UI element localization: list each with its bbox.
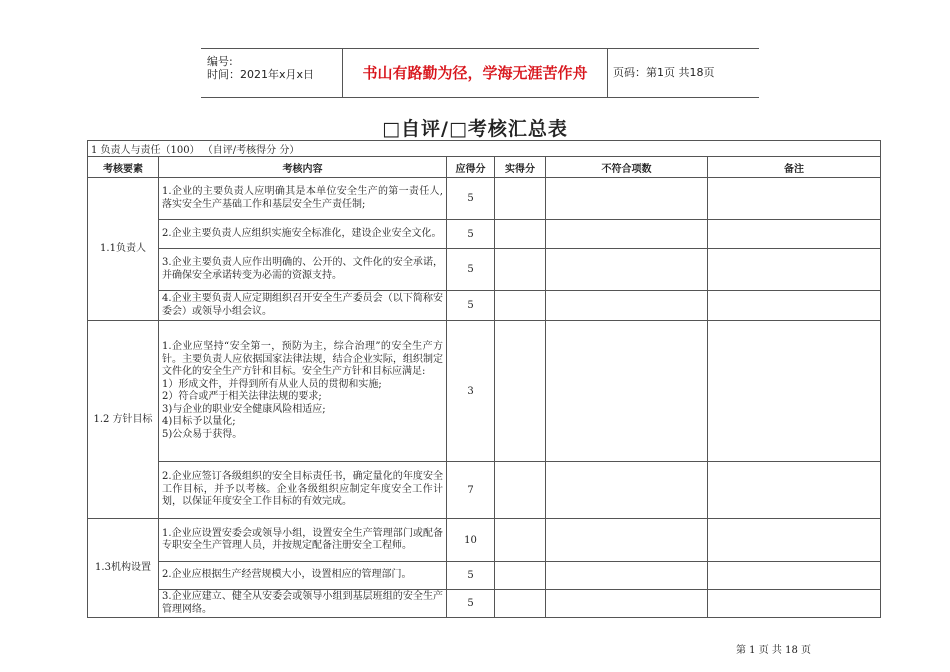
remark-cell[interactable]	[708, 462, 881, 519]
time-label: 时间：2021年x月x日	[207, 68, 315, 81]
table-row	[88, 562, 881, 590]
remark-cell[interactable]	[708, 178, 881, 220]
column-header: 考核内容	[159, 157, 447, 178]
table-row	[88, 178, 881, 220]
content-cell: 4.企业主要负责人应定期组织召开安全生产委员会（以下简称安委会）或领导小组会议。	[159, 291, 447, 321]
document-header	[201, 48, 759, 98]
score-cell: 5	[447, 590, 495, 618]
column-header: 考核要素	[88, 157, 159, 178]
table-row	[88, 462, 881, 519]
section-row	[88, 141, 881, 157]
column-header: 不符合项数	[546, 157, 708, 178]
content-cell: 2.企业应根据生产经营规模大小，设置相应的管理部门。	[159, 562, 447, 590]
actual-score-cell[interactable]	[495, 562, 546, 590]
actual-score-cell[interactable]	[495, 590, 546, 618]
noncompliance-cell[interactable]	[546, 519, 708, 562]
remark-cell[interactable]	[708, 562, 881, 590]
motto-text: 书山有路勤为径，学海无涯苦作舟	[342, 49, 608, 97]
actual-score-cell[interactable]	[495, 220, 546, 249]
score-cell: 10	[447, 519, 495, 562]
noncompliance-cell[interactable]	[546, 249, 708, 291]
content-cell: 2.企业主要负责人应组织实施安全标准化，建设企业安全文化。	[159, 220, 447, 249]
score-cell: 7	[447, 462, 495, 519]
table-row	[88, 220, 881, 249]
noncompliance-cell[interactable]	[546, 291, 708, 321]
content-cell: 1.企业的主要负责人应明确其是本单位安全生产的第一责任人,落实安全生产基础工作和基层安全生产责任制;	[159, 178, 447, 220]
column-header-row	[88, 157, 881, 178]
actual-score-cell[interactable]	[495, 178, 546, 220]
score-cell: 5	[447, 178, 495, 220]
content-cell: 3.企业应建立、健全从安委会或领导小组到基层班组的安全生产管理网络。	[159, 590, 447, 618]
content-cell: 1.企业应坚持“安全第一，预防为主，综合治理”的安全生产方针。主要负责人应依据国家法律法规，结合企业实际，组织制定文件化的安全生产方针和目标。安全生产方针和目标应满足: 1）形成文件，并得到所有从业人员的贯彻和实施; 2）符合或严于相关法律法规的要求; 3)与企业的职业安全健康风险相适应; 4)目标予以量化; 5)公众易于获得。	[159, 321, 447, 462]
content-cell: 2.企业应签订各级组织的安全目标责任书，确定量化的年度安全工作目标，并予以考核。企业各级组织应制定年度安全工作计划，以保证年度安全工作目标的有效完成。	[159, 462, 447, 519]
summary-table	[87, 140, 881, 618]
number-label: 编号:	[207, 55, 233, 68]
remark-cell[interactable]	[708, 321, 881, 462]
noncompliance-cell[interactable]	[546, 220, 708, 249]
page-footer: 第 1 页 共 18 页	[736, 645, 811, 656]
actual-score-cell[interactable]	[495, 249, 546, 291]
actual-score-cell[interactable]	[495, 519, 546, 562]
remark-cell[interactable]	[708, 220, 881, 249]
score-cell: 3	[447, 321, 495, 462]
column-header: 实得分	[495, 157, 546, 178]
remark-cell[interactable]	[708, 590, 881, 618]
element-cell: 1.2 方针目标	[88, 321, 159, 519]
table-row	[88, 590, 881, 618]
element-cell: 1.1负责人	[88, 178, 159, 321]
page-title: □自评/□考核汇总表	[382, 118, 568, 140]
remark-cell[interactable]	[708, 249, 881, 291]
score-cell: 5	[447, 291, 495, 321]
content-cell: 1.企业应设置安委会或领导小组，设置安全生产管理部门或配备专职安全生产管理人员，并按规定配备注册安全工程师。	[159, 519, 447, 562]
column-header: 应得分	[447, 157, 495, 178]
remark-cell[interactable]	[708, 519, 881, 562]
page-label: 页码：第1页 共18页	[613, 66, 715, 79]
actual-score-cell[interactable]	[495, 291, 546, 321]
element-cell: 1.3机构设置	[88, 519, 159, 618]
score-cell: 5	[447, 562, 495, 590]
header-meta-cell	[201, 49, 342, 97]
score-cell: 5	[447, 220, 495, 249]
actual-score-cell[interactable]	[495, 321, 546, 462]
noncompliance-cell[interactable]	[546, 562, 708, 590]
table-row	[88, 519, 881, 562]
score-cell: 5	[447, 249, 495, 291]
section-heading: 1 负责人与责任（100） （自评/考核得分 分）	[88, 141, 881, 157]
table-row	[88, 291, 881, 321]
content-cell: 3.企业主要负责人应作出明确的、公开的、文件化的安全承诺，并确保安全承诺转变为必需的资源支持。	[159, 249, 447, 291]
noncompliance-cell[interactable]	[546, 321, 708, 462]
actual-score-cell[interactable]	[495, 462, 546, 519]
noncompliance-cell[interactable]	[546, 462, 708, 519]
table-row	[88, 321, 881, 462]
column-header: 备注	[708, 157, 881, 178]
noncompliance-cell[interactable]	[546, 590, 708, 618]
remark-cell[interactable]	[708, 291, 881, 321]
table-row	[88, 249, 881, 291]
noncompliance-cell[interactable]	[546, 178, 708, 220]
